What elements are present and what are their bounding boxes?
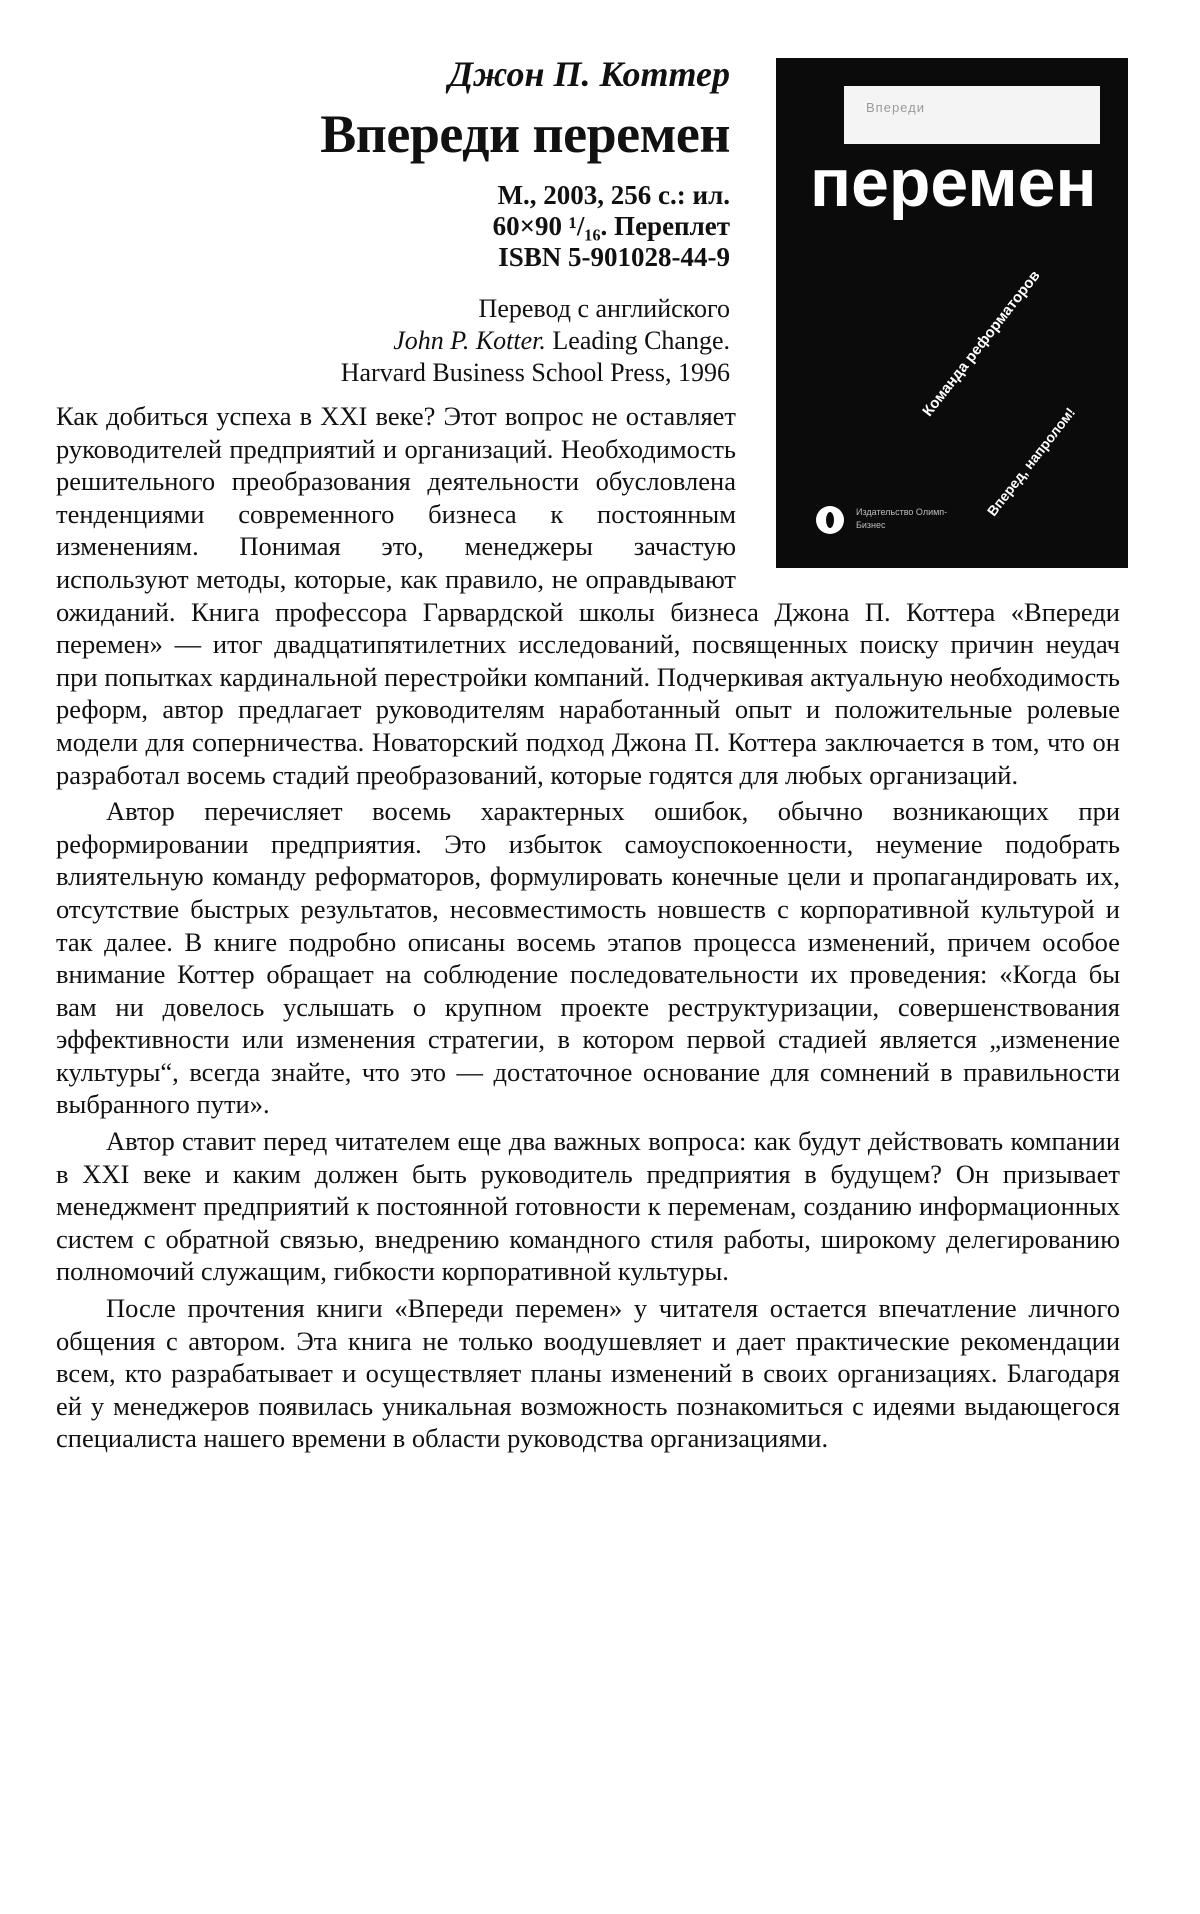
cover-label-text: Впереди [866, 100, 925, 115]
original-edition [200, 325, 730, 357]
original-author: John P. Kotter. [393, 326, 546, 355]
description-paragraph: Автор ставит перед читателем еще два важных вопроса: как будут действовать компании в XXI веке и каким должен быть руководитель предприятия в будущем? Он призывает менеджмент предприятий к постоянной готовности к переменам, созданию информационных систем с обратной связью, внедрению командного стиля работы, широкому делегированию полномочий служащим, гибкости корпоративной культуры. [56, 1126, 1120, 1287]
cover-publisher: Издательство Олимп-Бизнес [856, 507, 948, 530]
publication-line: 60×90 ¹/₁₆. Переплет [492, 211, 730, 241]
publication-info [200, 180, 730, 273]
original-title: Leading Change. [545, 326, 730, 355]
isbn: ISBN 5-901028-44-9 [498, 242, 730, 272]
book-description [56, 400, 1120, 1455]
book-author: Джон П. Коттер [448, 54, 730, 94]
book-header [200, 52, 730, 389]
translation-note: Перевод с английского [478, 294, 730, 323]
description-paragraph: Автор перечисляет восемь характерных ошибок, обычно возникающих при реформировании предприятия. Это избыток самоуспокоенности, неумение подобрать влиятельную команду реформаторов, формулировать конечные цели и пропагандировать их, отсутствие быстрых результатов, несовместимость новшеств с корпоративной культурой и так далее. В книге подробно описаны восемь этапов процесса изменений, причем особое внимание Коттер обращает на соблюдение последовательности их проведения: «Когда бы вам ни довелось услышать о крупном проекте реструктуризации, совершенствования эффективности или изменения стратегии, в котором первой стадией является „изменение культуры“, всегда знайте, что это — достаточное основание для сомнений в правильности выбранного пути». [56, 796, 1120, 1120]
description-paragraph: Как добиться успеха в XXI веке? Этот вопрос не оставляет руководителей предприятий и организаций. Необходимость решительного преобразования деятельности обусловлена тенденциями современного бизнеса к постоянным изменениям. Понимая это, менеджеры зачастую используют методы, которые, как правило, не оправдывают ожиданий. Книга профессора Гарвардской школы бизнеса Джона П. Коттера «Впереди перемен» — итог двадцатипятилетних исследований, посвященных поиску причин неудач при попытках кардинальной перестройки компаний. Подчеркивая актуальную необходимость реформ, автор предлагает руководителям наработанный опыт и положительные ролевые модели для соперничества. Новаторский подход Джона П. Коттера заключается в том, что он разработал восемь стадий преобразований, которые годятся для любых организаций. [56, 401, 1120, 790]
translation-info [200, 293, 730, 389]
cover-title: перемен [810, 145, 1097, 221]
cover-subtitle-2: Вперед, напролом! [983, 404, 1079, 519]
cover-subtitle-1: Команда реформаторов [919, 267, 1044, 420]
publication-line: М., 2003, 256 с.: ил. [497, 180, 730, 210]
book-title: Впереди перемен [320, 104, 730, 164]
original-publisher: Harvard Business School Press, 1996 [340, 358, 730, 387]
description-paragraph: После прочтения книги «Впереди перемен» у читателя остается впечатление личного общения с автором. Эта книга не только воодушевляет и дает практические рекомендации всем, кто разрабатывает и осуществляет планы изменений в своих организациях. Благодаря ей у менеджеров появилась уникальная возможность познакомиться с идеями выдающегося специалиста нашего времени в области руководства организациями. [56, 1293, 1120, 1454]
cover-label [844, 86, 1100, 144]
